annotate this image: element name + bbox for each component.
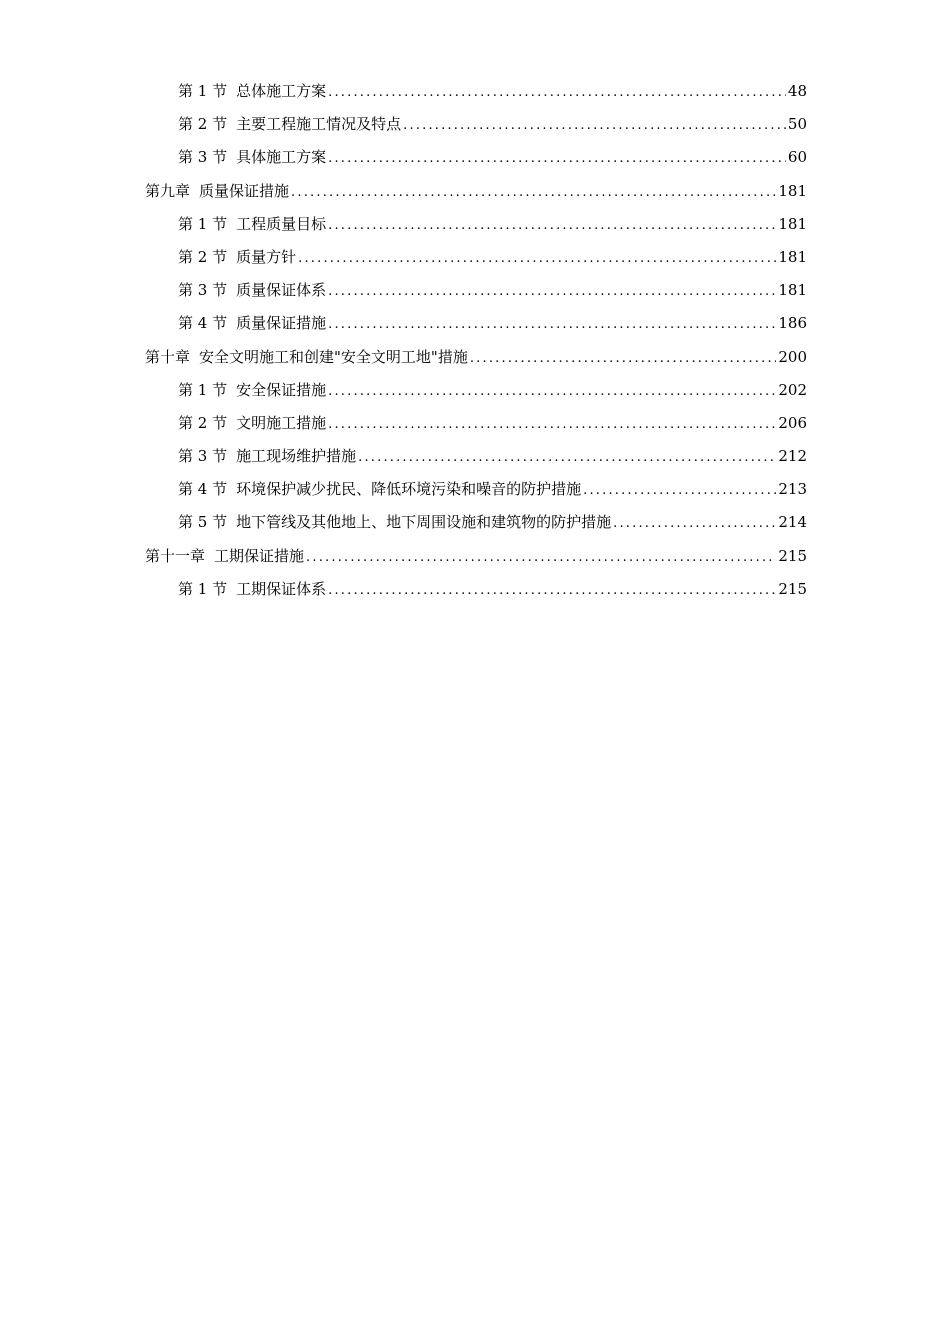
toc-entry-page: 202 (778, 380, 807, 399)
toc-chapter-entry[interactable] (145, 175, 807, 208)
dot-leader (583, 474, 776, 507)
table-of-contents (145, 75, 807, 606)
dot-leader (328, 308, 776, 341)
toc-entry-title-group (178, 407, 326, 440)
toc-entry-title-group (178, 506, 611, 539)
toc-entry-title-group (145, 341, 468, 374)
toc-entry-label: 第 1 节 (178, 214, 228, 233)
toc-entry-title: 环境保护减少扰民、降低环境污染和噪音的防护措施 (236, 480, 582, 499)
toc-entry-title: 质量保证措施 (199, 181, 290, 200)
dot-leader (470, 342, 777, 375)
toc-entry-title-group (178, 75, 326, 108)
toc-entry-title-group (178, 274, 326, 307)
toc-entry[interactable] (145, 241, 807, 274)
dot-leader (403, 109, 786, 142)
toc-entry-page: 215 (778, 579, 807, 598)
toc-entry-title-group (178, 374, 326, 407)
toc-entry-title: 工期保证措施 (214, 546, 305, 565)
toc-entry[interactable] (145, 374, 807, 407)
toc-entry-page: 60 (787, 148, 807, 167)
dot-leader (328, 142, 786, 175)
dot-leader (328, 209, 776, 242)
toc-entry-label: 第 3 节 (178, 447, 228, 466)
toc-entry[interactable] (145, 208, 807, 241)
toc-entry-label: 第 2 节 (178, 413, 228, 432)
toc-entry-label: 第十一章 (145, 546, 206, 565)
toc-entry-page: 214 (778, 513, 807, 532)
toc-entry-label: 第 1 节 (178, 579, 228, 598)
toc-entry-title: 施工现场维护措施 (236, 447, 357, 466)
toc-entry-title-group (178, 473, 581, 506)
toc-entry-title: 总体施工方案 (236, 82, 327, 100)
toc-entry-title: 地下管线及其他地上、地下周围设施和建筑物的防护措施 (236, 513, 612, 532)
toc-entry-label: 第 1 节 (178, 82, 228, 100)
dot-leader (328, 375, 776, 408)
toc-entry-title: 安全文明施工和创建"安全文明工地"措施 (199, 347, 468, 366)
toc-entry-page: 215 (778, 546, 807, 565)
toc-entry-page: 206 (778, 413, 807, 432)
toc-entry-page: 200 (778, 347, 807, 366)
toc-entry[interactable] (145, 141, 807, 174)
dot-leader (328, 76, 786, 109)
toc-entry-label: 第 3 节 (178, 281, 228, 300)
toc-entry[interactable] (145, 440, 807, 473)
toc-entry-title-group (178, 208, 326, 241)
toc-entry-label: 第 5 节 (178, 513, 228, 532)
dot-leader (328, 574, 776, 607)
toc-entry-title-group (145, 175, 289, 208)
toc-entry-title-group (145, 540, 304, 573)
dot-leader (328, 275, 776, 308)
toc-entry-title-group (178, 573, 326, 606)
toc-entry-title: 质量方针 (236, 247, 297, 266)
toc-entry-page: 213 (778, 480, 807, 499)
toc-entry-title: 工期保证体系 (236, 579, 327, 598)
toc-entry-label: 第十章 (145, 347, 191, 366)
toc-entry[interactable] (145, 573, 807, 606)
toc-entry-label: 第 2 节 (178, 115, 228, 134)
toc-entry-page: 181 (778, 247, 807, 266)
dot-leader (291, 176, 776, 209)
dot-leader (298, 242, 776, 275)
dot-leader (613, 507, 776, 540)
toc-entry-page: 186 (778, 314, 807, 333)
dot-leader (328, 408, 776, 441)
toc-entry-title: 质量保证体系 (236, 281, 327, 300)
toc-entry-label: 第 3 节 (178, 148, 228, 167)
toc-entry-title-group (178, 241, 296, 274)
toc-entry-title: 具体施工方案 (236, 148, 327, 167)
toc-entry-label: 第 4 节 (178, 314, 228, 333)
toc-chapter-entry[interactable] (145, 341, 807, 374)
toc-entry[interactable] (145, 274, 807, 307)
toc-chapter-entry[interactable] (145, 540, 807, 573)
toc-entry-title: 文明施工措施 (236, 413, 327, 432)
toc-entry-title-group (178, 141, 326, 174)
toc-entry[interactable] (145, 75, 807, 108)
toc-entry[interactable] (145, 506, 807, 539)
toc-entry[interactable] (145, 407, 807, 440)
toc-entry-page: 181 (778, 214, 807, 233)
toc-entry-title: 安全保证措施 (236, 380, 327, 399)
toc-entry-label: 第 2 节 (178, 247, 228, 266)
toc-entry-page: 181 (778, 181, 807, 200)
toc-entry[interactable] (145, 108, 807, 141)
toc-entry-title-group (178, 307, 326, 340)
toc-entry-title: 工程质量目标 (236, 214, 327, 233)
toc-entry-page: 181 (778, 281, 807, 300)
toc-entry-page: 50 (787, 115, 807, 134)
toc-entry-label: 第 4 节 (178, 480, 228, 499)
toc-entry-label: 第 1 节 (178, 380, 228, 399)
toc-entry-page: 48 (787, 82, 807, 100)
toc-entry-title-group (178, 108, 401, 141)
toc-entry-page: 212 (778, 447, 807, 466)
toc-entry[interactable] (145, 473, 807, 506)
toc-entry-title: 主要工程施工情况及特点 (236, 115, 402, 134)
dot-leader (358, 441, 776, 474)
toc-entry-title: 质量保证措施 (236, 314, 327, 333)
dot-leader (306, 541, 776, 574)
toc-entry-label: 第九章 (145, 181, 191, 200)
toc-entry[interactable] (145, 307, 807, 340)
toc-entry-title-group (178, 440, 356, 473)
